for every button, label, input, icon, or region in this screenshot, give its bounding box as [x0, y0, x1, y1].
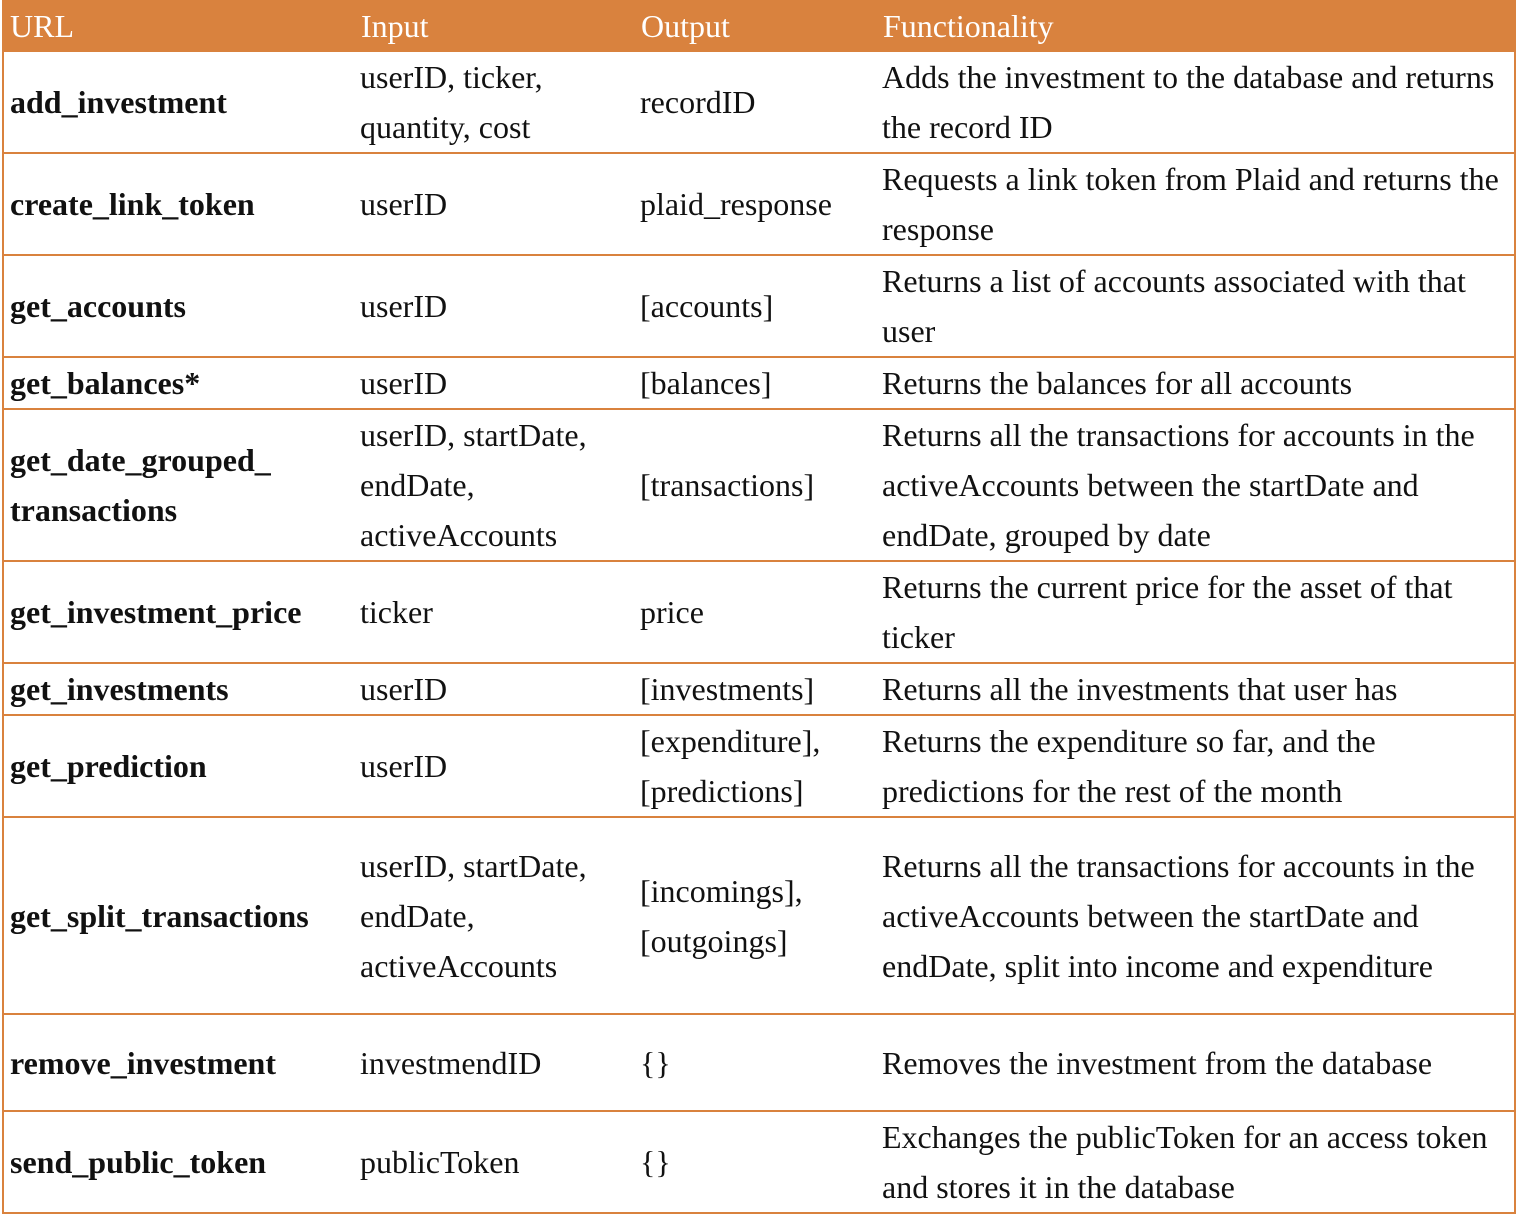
- cell-input: userID: [354, 255, 634, 357]
- cell-url: get_investments: [3, 663, 354, 715]
- table-row: [3, 663, 1515, 715]
- cell-functionality: Returns a list of accounts associated with that user: [876, 255, 1515, 357]
- cell-output: {}: [634, 1014, 876, 1111]
- cell-url: send_public_token: [3, 1111, 354, 1213]
- cell-url: get_split_transactions: [3, 817, 354, 1014]
- table-row: [3, 1111, 1515, 1213]
- cell-functionality: Requests a link token from Plaid and returns the response: [876, 153, 1515, 255]
- cell-url: get_investment_price: [3, 561, 354, 663]
- table-row: [3, 51, 1515, 153]
- cell-url: get_prediction: [3, 715, 354, 817]
- cell-output: price: [634, 561, 876, 663]
- cell-functionality: Returns all the investments that user has: [876, 663, 1515, 715]
- cell-url: get_date_grouped_ transactions: [3, 409, 354, 561]
- cell-output: {}: [634, 1111, 876, 1213]
- cell-functionality: Removes the investment from the database: [876, 1014, 1515, 1111]
- cell-input: userID: [354, 715, 634, 817]
- cell-input: userID, ticker, quantity, cost: [354, 51, 634, 153]
- cell-input: userID: [354, 153, 634, 255]
- table-body: [3, 51, 1515, 1213]
- cell-functionality: Exchanges the publicToken for an access token and stores it in the database: [876, 1111, 1515, 1213]
- cell-output: [balances]: [634, 357, 876, 409]
- cell-url: add_investment: [3, 51, 354, 153]
- table-row: [3, 715, 1515, 817]
- cell-output: [investments]: [634, 663, 876, 715]
- table-row: [3, 1014, 1515, 1111]
- cell-functionality: Returns the current price for the asset of that ticker: [876, 561, 1515, 663]
- cell-functionality: Returns the expenditure so far, and the predictions for the rest of the month: [876, 715, 1515, 817]
- header-url: URL: [3, 1, 354, 51]
- cell-output: recordID: [634, 51, 876, 153]
- table-row: [3, 561, 1515, 663]
- cell-input: userID, startDate, endDate, activeAccounts: [354, 817, 634, 1014]
- header-output: Output: [634, 1, 876, 51]
- cell-input: ticker: [354, 561, 634, 663]
- cell-functionality: Adds the investment to the database and returns the record ID: [876, 51, 1515, 153]
- table-row: [3, 817, 1515, 1014]
- table-row: [3, 153, 1515, 255]
- cell-url: remove_investment: [3, 1014, 354, 1111]
- cell-url: get_accounts: [3, 255, 354, 357]
- api-endpoints-table: [2, 0, 1516, 1214]
- table-row: [3, 409, 1515, 561]
- header-input: Input: [354, 1, 634, 51]
- header-functionality: Functionality: [876, 1, 1515, 51]
- cell-input: userID: [354, 663, 634, 715]
- cell-functionality: Returns the balances for all accounts: [876, 357, 1515, 409]
- table-row: [3, 255, 1515, 357]
- cell-input: publicToken: [354, 1111, 634, 1213]
- table-header: [3, 1, 1515, 51]
- cell-url: create_link_token: [3, 153, 354, 255]
- cell-output: [transactions]: [634, 409, 876, 561]
- table-row: [3, 357, 1515, 409]
- cell-output: [expenditure], [predictions]: [634, 715, 876, 817]
- cell-functionality: Returns all the transactions for accounts in the activeAccounts between the startDate and endDate, split into income and expenditure: [876, 817, 1515, 1014]
- cell-functionality: Returns all the transactions for accounts in the activeAccounts between the startDate and endDate, grouped by date: [876, 409, 1515, 561]
- cell-url: get_balances*: [3, 357, 354, 409]
- cell-output: [accounts]: [634, 255, 876, 357]
- cell-input: investmendID: [354, 1014, 634, 1111]
- cell-input: userID: [354, 357, 634, 409]
- cell-input: userID, startDate, endDate, activeAccounts: [354, 409, 634, 561]
- cell-output: plaid_response: [634, 153, 876, 255]
- header-row: [3, 1, 1515, 51]
- cell-output: [incomings], [outgoings]: [634, 817, 876, 1014]
